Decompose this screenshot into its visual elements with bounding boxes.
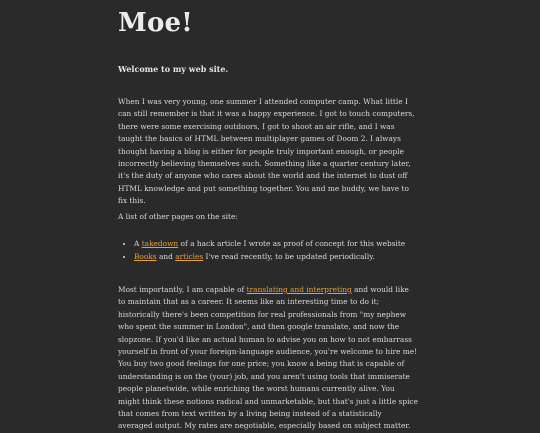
welcome-heading: Welcome to my web site. <box>118 64 229 74</box>
books-link[interactable]: Books <box>134 251 157 261</box>
site-title: Moe! <box>118 8 193 38</box>
intro-paragraph: When I was very young, one summer I attended computer camp. What little I can still remember is that it was a happy experience. I got to touch computers, there were some exercising outdoors, I got to shoot an air rifle, and I was taught the basics of HTML between multiplayer games of Doom 2. I always thought having a blog is either for people truly important enough, or people incorrectly believing themselves such. Something like a quarter century later, it's the duty of anyone who cares about the world and the internet to dust off HTML knowledge and put something together. You and me buddy, we have to fix this. <box>118 97 415 206</box>
list-item <box>134 238 424 251</box>
services-text: and would like to maintain that as a career. It seems like an interesting time to do it; historically there's been competition for real professionals from "my nephew who spent the summer in London", and then google translate, and now the slopzone. If you'd like an actual human to advise you on how to not embarrass yourself in front of your foreign-language audience, you're welcome to hire me! You buy two good feelings for one price; you know a being that is capable of understanding is on the (your) job, and you aren't using tools that immiserate people planetwide, while enriching the worst humans currently alive. You might think these notions radical and unmarketable, but that's just a little spice that comes from text written by a living being instead of a statistically averaged output. My rates are negotiable, especially based on subject matter. <box>118 285 418 431</box>
list-item <box>134 251 424 264</box>
pages-list <box>118 238 424 263</box>
services-prefix: Most importantly, I am capable of <box>118 285 247 294</box>
articles-link[interactable]: articles <box>175 251 204 261</box>
list-item-text: of a hack article I wrote as proof of concept for this website <box>178 239 406 248</box>
takedown-link[interactable]: takedown <box>141 239 179 248</box>
pages-list-heading: A list of other pages on the site: <box>118 212 238 221</box>
list-item-prefix: A <box>134 239 142 248</box>
translating-link[interactable]: translating and interpreting <box>246 285 352 294</box>
list-item-text: I've read recently, to be updated periodically. <box>203 251 375 261</box>
list-item-middle: and <box>156 251 176 261</box>
services-paragraph <box>118 284 418 433</box>
